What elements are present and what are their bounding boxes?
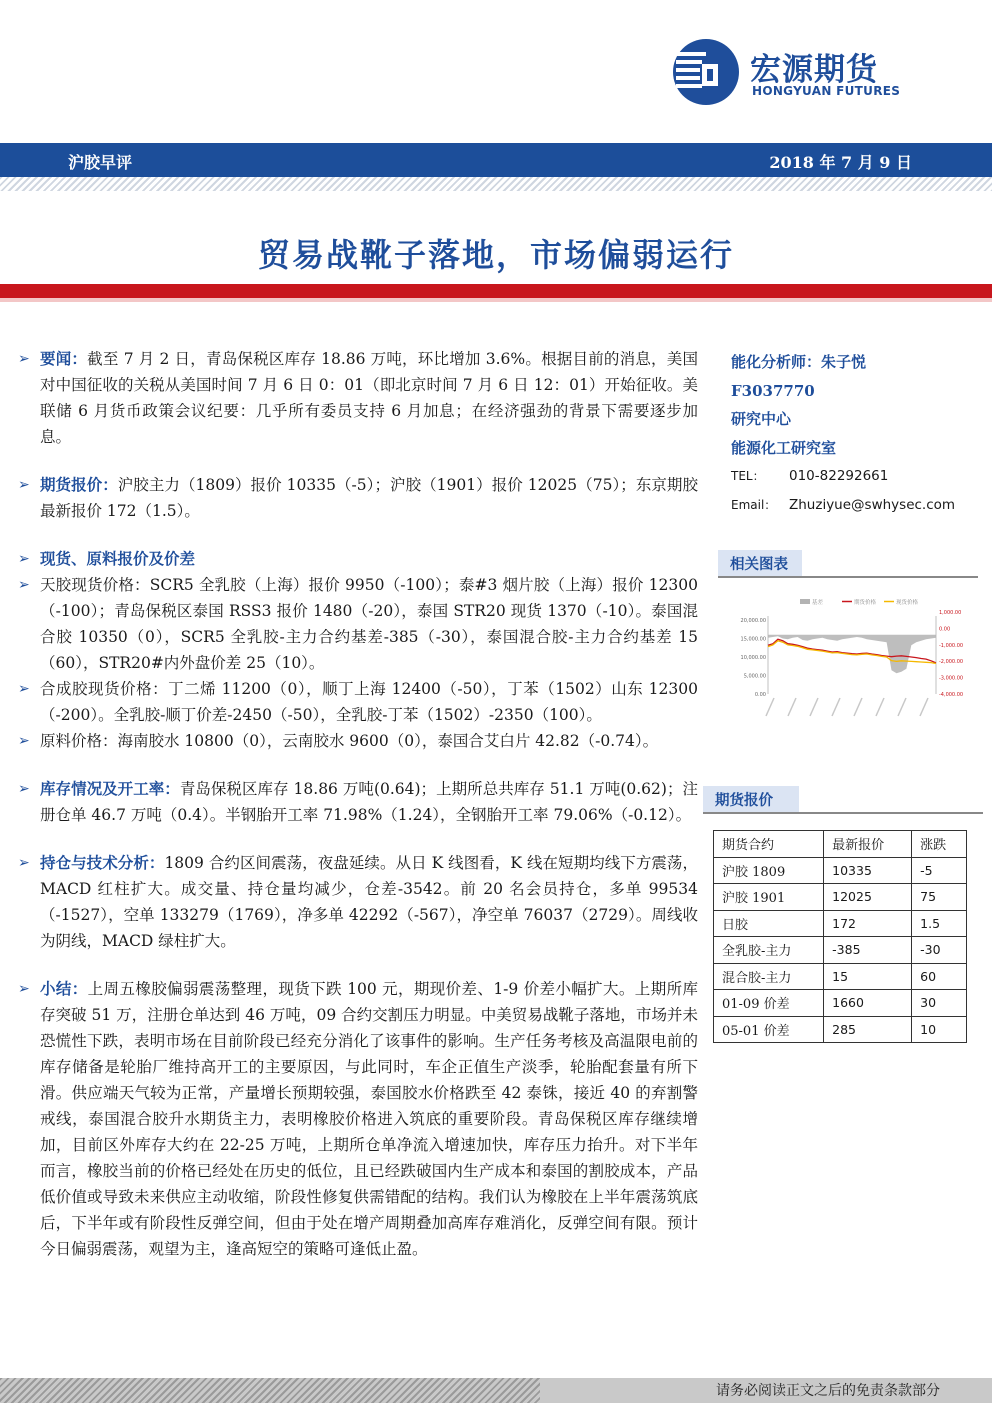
left-tick-label: 20,000.00 <box>740 618 766 624</box>
spot-item <box>18 728 698 754</box>
report-category: 沪胶早评 <box>68 153 133 172</box>
left-tick-label: 5,000.00 <box>743 673 766 680</box>
change-cell: 60 <box>912 963 967 990</box>
x-tick-label-placeholder <box>898 698 906 716</box>
tel-label: TEL： <box>731 469 765 483</box>
price-cell: 172 <box>824 910 912 937</box>
futures-label: 期货报价： <box>40 475 118 494</box>
spot-item-text: 天胶现货价格：SCR5 全乳胶（上海）报价 9950（-100）；泰#3 烟片胶（上海）报价 12300（-100）；青岛保税区泰国 RSS3 报价 1480（-20），泰国 STR20 现货 1370（-10）。泰国混合胶 10350（0），SCR5 全乳胶-主力合约基差-385（-30），泰国混合胶-主力合约基差 15（60），STR20#内外盘价差 25（10）。 <box>40 576 698 672</box>
brand-name-cn: 宏源期货 <box>750 52 878 88</box>
change-cell: 30 <box>912 990 967 1017</box>
price-cell: 1660 <box>824 990 912 1017</box>
price-cell: -385 <box>824 937 912 964</box>
table-header-row <box>714 831 967 858</box>
table-header-cell: 涨跌 <box>912 831 967 858</box>
brand-logo-icon <box>672 38 740 106</box>
position-text: 1809 合约区间震荡，夜盘延续。从日 K 线图看，K 线在短期均线下方震荡，MACD 红柱扩大。成交量、持仓量均减少，仓差-3542。前 20 名会员持仓，多单 99534（-1527），空单 133279（1769），净多单 42292（-567），净空单 76037（2729）。周线收为阴线，MACD 绿柱扩大。 <box>40 854 698 950</box>
change-cell: -30 <box>912 937 967 964</box>
table-row <box>714 963 967 990</box>
x-tick-label-placeholder <box>854 698 862 716</box>
x-tick-label-placeholder <box>876 698 884 716</box>
contract-cell: 沪胶 1809 <box>714 857 824 884</box>
spot-label: 现货、原料报价及价差 <box>40 549 196 568</box>
contract-cell: 沪胶 1901 <box>714 884 824 911</box>
price-cell: 285 <box>824 1016 912 1043</box>
legend-swatch <box>800 599 810 604</box>
left-tick-label: 10,000.00 <box>740 655 766 661</box>
table-header-cell: 期货合约 <box>714 831 824 858</box>
x-tick-label-placeholder <box>832 698 840 716</box>
table-row <box>714 857 967 884</box>
table-row <box>714 1016 967 1043</box>
change-cell: 10 <box>912 1016 967 1043</box>
table-row <box>714 990 967 1017</box>
right-tick-label: 0.00 <box>939 626 951 633</box>
summary-text: 上周五橡胶偏弱震荡整理，现货下跌 100 元，期现价差、1-9 价差小幅扩大。上期所库存突破 51 万，注册仓单达到 46 万吨，09 合约交割压力明显。中美贸易战靴子落地，市场并未恐慌性下跌，表明市场在目前阶段已经充分消化了该事件的影响。生产任务考核及高温限电前的库存储备是轮胎厂维持高开工的主要原因，与此同时，车企正值生产淡季，轮胎配套量有所下滑。供应端天气较为正常，产量增长预期较强，泰国胶水价格跌至 42 泰铢，接近 40 的弃割警戒线，泰国混合胶升水期货主力，表明橡胶价格进入筑底的重要阶段。青岛保税区库存继续增加，目前区外库存大约在 22-25 万吨，上期所仓单净流入增速加快，库存压力抬升。对下半年而言，橡胶当前的价格已经处在历史的低位，且已经跌破国内生产成本和泰国的割胶成本，产品低价值或导致未来供应主动收缩，阶段性修复供需错配的结构。我们认为橡胶在上半年震荡筑底后，下半年或有阶段性反弹空间，但由于处在增产周期叠加高库存难消化，反弹空间有限。预计今日偏弱震荡，观望为主，逢高短空的策略可逢低止盈。 <box>40 980 698 1258</box>
position-label: 持仓与技术分析： <box>40 853 165 872</box>
right-tick-label: -3,000.00 <box>939 675 964 682</box>
inventory-paragraph <box>18 776 698 828</box>
brand-logo <box>672 38 932 108</box>
contract-cell: 日胶 <box>714 910 824 937</box>
analyst-name: 能化分析师：朱子悦 <box>731 353 867 371</box>
position-paragraph <box>18 850 698 954</box>
legend-label: 基差 <box>812 600 824 606</box>
research-team: 能源化工研究室 <box>731 438 837 457</box>
analyst-tel <box>731 462 981 491</box>
brand-name-en: HONGYUAN FUTURES <box>752 84 901 98</box>
left-tick-label: 15,000.00 <box>740 636 766 643</box>
news-text: 截至 7 月 2 日，青岛保税区库存 18.86 万吨，环比增加 3.6%。根据目前的消息，美国对中国征收的关税从美国时间 7 月 6 日 0：01（即北京时间 7 月 6 日 12：01）开始征收。美联储 6 月货币政策会议纪要：几乎所有委员支持 6 月加息；在经济强劲的背景下需要逐步加息。 <box>40 350 698 446</box>
footer-stripe <box>0 1378 540 1403</box>
left-tick-label: 0.00 <box>754 692 766 698</box>
summary-label: 小结： <box>40 979 88 998</box>
email-value: Zhuziyue@swhysec.com <box>789 497 956 513</box>
x-tick-label-placeholder <box>788 698 796 716</box>
quote-table-heading <box>703 786 983 814</box>
arrow-bullet-icon: ➢ <box>18 981 30 997</box>
arrow-bullet-icon: ➢ <box>18 551 30 567</box>
arrow-bullet-icon: ➢ <box>18 351 30 367</box>
contract-cell: 01-09 价差 <box>714 990 824 1017</box>
price-basis-chart <box>730 594 982 744</box>
table-row <box>714 910 967 937</box>
report-date: 2018 年 7 月 9 日 <box>769 153 912 172</box>
legend-label: 期货价格 <box>854 600 877 606</box>
spot-item <box>18 676 698 728</box>
related-charts-heading <box>718 550 978 578</box>
table-header-cell: 最新报价 <box>824 831 912 858</box>
contract-cell: 混合胶-主力 <box>714 963 824 990</box>
spot-heading <box>18 546 698 572</box>
email-label: Email： <box>731 498 777 512</box>
change-cell: -5 <box>912 857 967 884</box>
disclaimer-notice: 请务必阅读正文之后的免责条款部分 <box>716 1383 940 1399</box>
quote-table <box>713 830 967 1043</box>
price-cell: 12025 <box>824 884 912 911</box>
change-cell: 75 <box>912 884 967 911</box>
arrow-bullet-icon: ➢ <box>18 781 30 797</box>
tel-value: 010-82292661 <box>789 468 889 484</box>
legend-label: 现货价格 <box>896 600 919 606</box>
title-divider <box>0 284 992 298</box>
right-tick-label: 1,000.00 <box>939 610 962 616</box>
analyst-info <box>731 348 981 520</box>
related-charts-title: 相关图表 <box>730 556 788 573</box>
price-cell: 15 <box>824 963 912 990</box>
spot-item-text: 合成胶现货价格：丁二烯 11200（0），顺丁上海 12400（-50），丁苯（1502）山东 12300（-200）。全乳胶-顺丁价差-2450（-50），全乳胶-丁苯（1502）-2350（100）。 <box>40 680 698 724</box>
arrow-bullet-icon: ➢ <box>18 733 30 749</box>
news-label: 要闻： <box>40 349 88 368</box>
research-center: 研究中心 <box>731 410 792 428</box>
table-row <box>714 937 967 964</box>
contract-cell: 全乳胶-主力 <box>714 937 824 964</box>
change-cell: 1.5 <box>912 910 967 937</box>
right-tick-label: -1,000.00 <box>939 642 964 649</box>
inventory-label: 库存情况及开工率： <box>40 779 180 798</box>
right-tick-label: -2,000.00 <box>939 659 964 666</box>
arrow-bullet-icon: ➢ <box>18 681 30 697</box>
spot-item-text: 原料价格：海南胶水 10800（0），云南胶水 9600（0），泰国合艾白片 42.82（-0.74）。 <box>40 732 659 750</box>
arrow-bullet-icon: ➢ <box>18 577 30 593</box>
x-tick-label-placeholder <box>810 698 818 716</box>
x-tick-label-placeholder <box>766 698 774 716</box>
news-paragraph <box>18 346 698 450</box>
analyst-license: F3037770 <box>731 381 815 400</box>
quote-table-title: 期货报价 <box>715 792 773 809</box>
arrow-bullet-icon: ➢ <box>18 477 30 493</box>
price-cell: 10335 <box>824 857 912 884</box>
contract-cell: 05-01 价差 <box>714 1016 824 1043</box>
x-tick-label-placeholder <box>920 698 928 716</box>
analyst-email <box>731 491 981 520</box>
futures-text: 沪胶主力（1809）报价 10335（-5）；沪胶（1901）报价 12025（75）；东京期胶最新报价 172（1.5）。 <box>40 476 698 520</box>
table-row <box>714 884 967 911</box>
main-content <box>18 346 698 1284</box>
inventory-text: 青岛保税区库存 18.86 万吨(0.64)；上期所总共库存 51.1 万吨(0.62)；注册仓单 46.7 万吨（0.4）。半钢胎开工率 71.98%（1.24），全钢胎开工率 79.06%（-0.12）。 <box>40 780 698 824</box>
header-stripe <box>0 177 992 191</box>
title-divider-shadow <box>0 298 992 302</box>
spot-item <box>18 572 698 676</box>
futures-paragraph <box>18 472 698 524</box>
arrow-bullet-icon: ➢ <box>18 855 30 871</box>
right-tick-label: -4,000.00 <box>939 692 964 698</box>
report-title: 贸易战靴子落地，市场偏弱运行 <box>257 236 734 274</box>
summary-paragraph <box>18 976 698 1262</box>
